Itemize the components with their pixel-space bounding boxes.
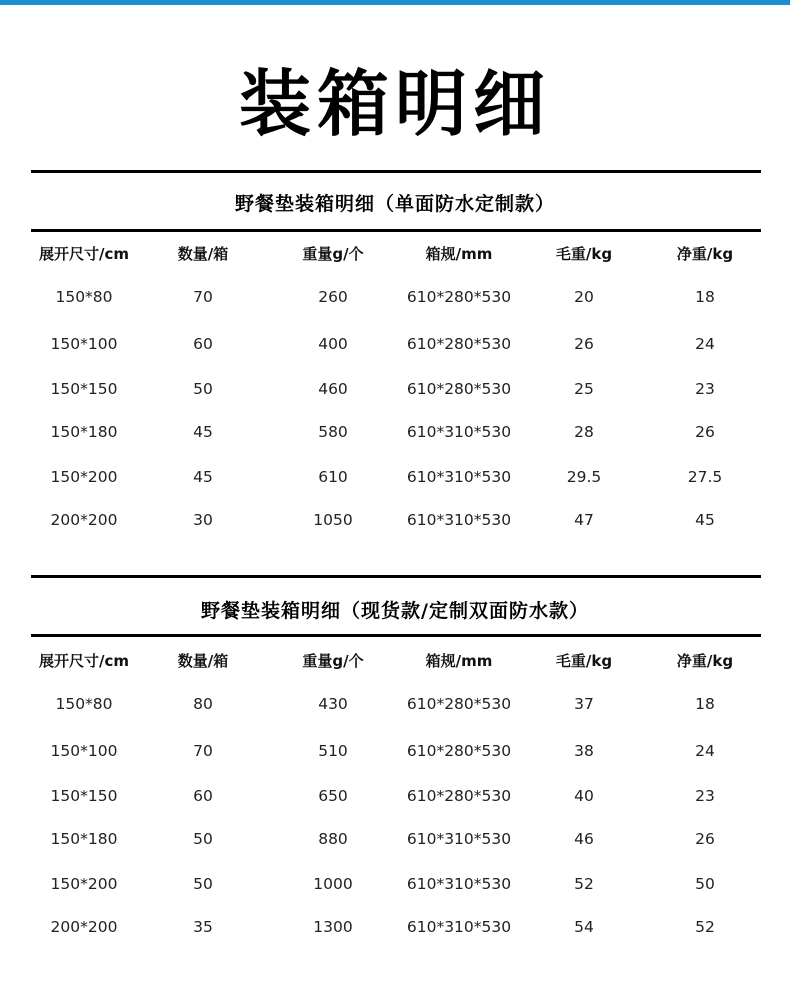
cell-gross-weight: 37 xyxy=(574,695,594,713)
section-1-header-rule xyxy=(31,229,761,232)
page-title: 装箱明细 xyxy=(238,62,551,146)
cell-size: 150*180 xyxy=(50,830,118,848)
cell-gross-weight: 26 xyxy=(574,335,594,353)
section-1-title: 野餐垫装箱明细（单面防水定制款） xyxy=(234,193,555,215)
table-row xyxy=(0,739,790,763)
column-header-carton: 箱规/mm xyxy=(425,652,493,670)
cell-net-weight: 26 xyxy=(695,423,715,441)
column-header-gross-weight: 毛重/kg xyxy=(555,245,613,263)
cell-carton: 610*310*530 xyxy=(406,830,512,848)
column-header-weight: 重量g/个 xyxy=(302,245,364,263)
table-row xyxy=(0,508,790,532)
section-2-top-rule xyxy=(31,575,761,578)
cell-size: 150*150 xyxy=(50,380,118,398)
cell-quantity: 35 xyxy=(193,918,213,936)
column-header-gross-weight: 毛重/kg xyxy=(555,652,613,670)
cell-weight: 430 xyxy=(318,695,348,713)
cell-size: 200*200 xyxy=(50,918,118,936)
table-row xyxy=(0,827,790,851)
section-1-top-rule xyxy=(31,170,761,173)
cell-net-weight: 27.5 xyxy=(687,468,723,486)
cell-carton: 610*310*530 xyxy=(406,875,512,893)
cell-weight: 610 xyxy=(318,468,348,486)
cell-net-weight: 50 xyxy=(695,875,715,893)
cell-gross-weight: 29.5 xyxy=(566,468,602,486)
table-row xyxy=(0,285,790,309)
cell-gross-weight: 28 xyxy=(574,423,594,441)
column-header-carton: 箱规/mm xyxy=(425,245,493,263)
cell-gross-weight: 52 xyxy=(574,875,594,893)
cell-size: 150*200 xyxy=(50,875,118,893)
table-row xyxy=(0,692,790,716)
cell-carton: 610*310*530 xyxy=(406,918,512,936)
cell-quantity: 45 xyxy=(193,423,213,441)
cell-size: 150*100 xyxy=(50,742,118,760)
cell-net-weight: 45 xyxy=(695,511,715,529)
column-header-quantity: 数量/箱 xyxy=(177,652,229,670)
column-header-net-weight: 净重/kg xyxy=(676,245,734,263)
cell-net-weight: 52 xyxy=(695,918,715,936)
cell-size: 150*200 xyxy=(50,468,118,486)
cell-quantity: 60 xyxy=(193,335,213,353)
cell-weight: 580 xyxy=(318,423,348,441)
cell-quantity: 50 xyxy=(193,830,213,848)
cell-net-weight: 23 xyxy=(695,787,715,805)
cell-weight: 400 xyxy=(318,335,348,353)
cell-quantity: 50 xyxy=(193,380,213,398)
cell-weight: 510 xyxy=(318,742,348,760)
column-header-size: 展开尺寸/cm xyxy=(38,652,129,670)
cell-size: 150*80 xyxy=(55,695,113,713)
cell-carton: 610*310*530 xyxy=(406,423,512,441)
column-header-weight: 重量g/个 xyxy=(302,652,364,670)
cell-size: 150*150 xyxy=(50,787,118,805)
cell-weight: 880 xyxy=(318,830,348,848)
top-accent-bar xyxy=(0,0,790,5)
section-2-title: 野餐垫装箱明细（现货款/定制双面防水款） xyxy=(201,600,589,622)
cell-quantity: 45 xyxy=(193,468,213,486)
cell-quantity: 30 xyxy=(193,511,213,529)
cell-quantity: 60 xyxy=(193,787,213,805)
section-2-header-rule xyxy=(31,634,761,637)
table-row xyxy=(0,465,790,489)
cell-carton: 610*280*530 xyxy=(406,695,512,713)
cell-net-weight: 18 xyxy=(695,695,715,713)
cell-weight: 1000 xyxy=(313,875,353,893)
cell-gross-weight: 25 xyxy=(574,380,594,398)
cell-quantity: 50 xyxy=(193,875,213,893)
cell-quantity: 70 xyxy=(193,288,213,306)
cell-gross-weight: 20 xyxy=(574,288,594,306)
table-row xyxy=(0,420,790,444)
cell-quantity: 80 xyxy=(193,695,213,713)
cell-carton: 610*280*530 xyxy=(406,380,512,398)
cell-carton: 610*310*530 xyxy=(406,468,512,486)
cell-gross-weight: 38 xyxy=(574,742,594,760)
table-row xyxy=(0,872,790,896)
table-row xyxy=(0,377,790,401)
cell-gross-weight: 40 xyxy=(574,787,594,805)
cell-gross-weight: 54 xyxy=(574,918,594,936)
cell-weight: 460 xyxy=(318,380,348,398)
cell-carton: 610*310*530 xyxy=(406,511,512,529)
cell-size: 150*80 xyxy=(55,288,113,306)
cell-weight: 1050 xyxy=(313,511,353,529)
cell-size: 150*100 xyxy=(50,335,118,353)
cell-gross-weight: 47 xyxy=(574,511,594,529)
cell-size: 150*180 xyxy=(50,423,118,441)
cell-weight: 650 xyxy=(318,787,348,805)
cell-weight: 1300 xyxy=(313,918,353,936)
cell-carton: 610*280*530 xyxy=(406,787,512,805)
cell-size: 200*200 xyxy=(50,511,118,529)
cell-carton: 610*280*530 xyxy=(406,288,512,306)
cell-weight: 260 xyxy=(318,288,348,306)
cell-net-weight: 24 xyxy=(695,335,715,353)
table-row xyxy=(0,784,790,808)
cell-carton: 610*280*530 xyxy=(406,335,512,353)
table-header-row xyxy=(0,649,790,673)
column-header-size: 展开尺寸/cm xyxy=(38,245,129,263)
cell-net-weight: 26 xyxy=(695,830,715,848)
cell-net-weight: 24 xyxy=(695,742,715,760)
table-row xyxy=(0,915,790,939)
table-header-row xyxy=(0,242,790,266)
table-row xyxy=(0,332,790,356)
cell-net-weight: 18 xyxy=(695,288,715,306)
cell-quantity: 70 xyxy=(193,742,213,760)
cell-gross-weight: 46 xyxy=(574,830,594,848)
column-header-net-weight: 净重/kg xyxy=(676,652,734,670)
column-header-quantity: 数量/箱 xyxy=(177,245,229,263)
cell-net-weight: 23 xyxy=(695,380,715,398)
cell-carton: 610*280*530 xyxy=(406,742,512,760)
